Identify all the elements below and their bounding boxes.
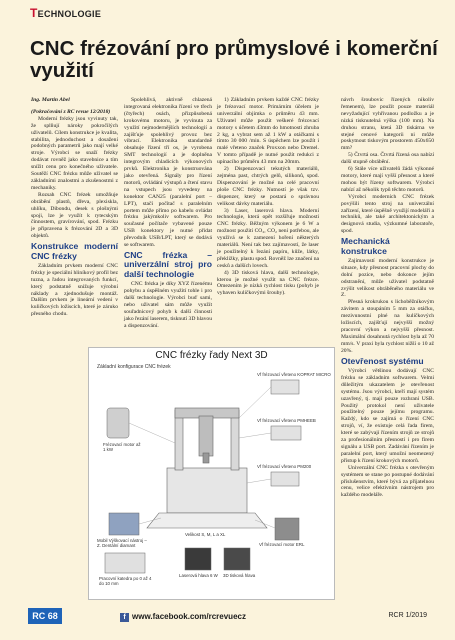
caption-sizes: Velikost S, M, L a XL [185,532,226,537]
cnc-machine-illustration [89,348,334,599]
product-figure [88,347,335,600]
caption-laser-head: Laserová hlava 6 W [179,573,218,578]
section-heading: Otevřenost systému [341,355,424,366]
facebook-link[interactable]: www.facebook.com/rcrevuecz [132,612,246,621]
section-initial: T [30,6,38,20]
paragraph: Zajímavostí moderní konstrukce je situace, kdy přesnost pracovní plochy do dolní pozice, nebo dokonce jejím odstranění, může uživatel podstatně zvýšit velikost obráběného materiálu ve Z. [341,257,434,299]
paragraph: 5) Čtvrtá osa. Čtvrtá řízená osa nabízí další stupně obrábění. [341,152,434,166]
issue-label: RCR 1/2019 [388,612,427,619]
page-number: 68 [47,611,58,621]
paragraph: návrh šroubovic řízených nikoliv řemenem), lze použít pouze materiál nevyžadující vyhřívanou podložku a je nízká tisknutelná výška (100 mm). Na druhou stranu, ktetá 3D tiskárna ve stejné cenové kategorii ni může poskytnout tiskovým prostorem 450x650 mm? [341,97,434,152]
paragraph: Univerzální CNC frézka s otevřeným systémem se stane po postupné dodávání příslušenstvím, které bývá za přijatelnou cenu, velice efektivním nástrojem pro každého modeláře. [341,464,434,499]
column-4 [341,97,434,499]
caption-spindle-pm200: Vf frézovací vřeteno PM200 [257,464,312,469]
caption-spindle-micro: Vf frézovací vřeteno KOPRAT MICRO [257,372,331,377]
caption-work-table: Pracovní katedra po 0 až 4 do 10 mm [99,576,152,586]
continuation-note: (Pokračování z RC revue 12/2018) [31,108,111,115]
figure-title: CNC frézky řady Next 3D [155,350,268,361]
column-3 [217,97,319,297]
paragraph: 1) Základním prvkem každé CNC frézky je frézovací motor. Primárním účelem je univerzální objimka o průměru 43 mm. Uživatel může použít veškeré frézovací motory s účetem 43mm do hmotnosti zhruba 2 kg, a vybrat sem až 1 kW a otáčkami s tímto 30 000 /min. S úspěchem lze použít i malé vřeteno značek Proxxon nebo Dremel. V tomto případě je nutné použít redukci z upínacího průměru 43 mm na 20mm. [217,97,319,166]
article-title: CNC frézování pro průmyslové i komerční využití [30,37,438,82]
paragraph: 2) Dispenzovací tekutých materiálů, zejména past, chtrých gelů, silikonů, spod. Dispenzování je možné na celé pracovní ploše CNC frézky. Nutností je však tzv. dispenzer, který se postará o správnou velikost dávky materiálu. [217,166,319,207]
facebook-icon: f [120,613,129,622]
section-heading: Konstrukce moderní CNC frézky [31,241,118,261]
paragraph: Výrobci většinou dodávají CNC frézku se základním softwarem. Velmi důležitým ukazatelem je otevřenost systému. Jsou výrobci, kteří mají systém uzavřený, tj. mají pouze rozhraní USB. Použitý protokol není uživatele použitelný pouze jejímu programu. Každý, kdo se zajímá o řízení CNC strojů, ví, že existuje celá řada firem, které se zabývají řízením strojů ze strojů za profesionálním přesností i pro firem signálu a USB port. Zadávání řízením je paralelní port, který umožní neomezený přístup k řízení krokových motorů. [341,368,434,464]
caption-dental-tool: Mobil Výškovací nástroj – Z. Dentální diamant [97,538,147,548]
section-heading: CNC frézka – univerzální stroj pro další technologie [124,249,212,279]
caption-3d-head: 3D tisková hlava [223,573,256,578]
caption-motor-erl: Vf frézovací motor ERL [259,542,305,547]
paragraph: Rozsah CNC frézek umožňuje obrábění plastů, dřeva, plexiskla, uhlíku, Dibondu, desek s plošnými spoji, lze je využít k rytecským činnostem, gravírování, spod. Frézku je připravena k frézování 2D a 3D objektů. [31,191,118,240]
paragraph: Výrobci moderních CNC frézek povýšili tento stroj na univerzální zařízení, které úspěšně využijí modeláři a techniků, ale také architektonickým a designová studia, výzkumné laboratoře, spod. [341,193,434,235]
paragraph: 6) Stále více uživatelů žádá výkonné motory, které mají vyšší přesnost a které mohou být řízeny softwarem. Výrobci nabízí až několik typů těchto motorů. [341,166,434,193]
section-heading: Mechanická konstrukce [341,236,390,256]
logo-text: RC [32,611,46,621]
section-rest: ECHNOLOGIE [37,9,102,19]
paragraph: Přesná krokrukou s lichoběžníkovým závitem a stoupáním 5 mm za otáčku, mezivunostní plné na kuličkových ložiscích, zajišťují nejvyšší možný pracovní výkon a nejvyšší přesnost. Maximální dosahnutá rychlost byla až 70 mm/s. V praxi byla rychlost nižší o 10 až 20%. [341,299,434,354]
author-name: Ing. Martin Abel [31,97,70,103]
caption-spindle-pmheeb: Vf frézovací vřeteno PMHEEB [257,418,316,423]
section-label [30,6,101,20]
paragraph: Moderní frézky jsou vyvinuty tak, že splňují nároky pokročilých uživatelů. Cílem konstrukce je kvalita, stabilita, jednoduchost a dosažení podobných parametrů jako mají velké stroje. Výrobci se snaží frézky dodávat rovněž jako stavebnice a tím snížit cenu pro konečného uživatele. Soutěží CNC frézku může uživatel se základními znalostmi a zkušenostmi z mechaniky. [31,115,118,191]
paragraph: Spolehlivá, aktivně chlazená integrovaná elektronika řízení ve třech (čtyřech) osách, přizpůsobená krokovému motoru, je vyvinuta za využití nejmodernějších technologií a zajišťuje spolehlivý provoz bez vibrací. Elektronika standardně obsahuje řízení tří os, je vyrobena SMT technologií a je doplněna integrovým chladicích výkonových prvků. Elektronika je konstruována jako otevřená. Signály pro řízení motorů, ovládání výstupů a čtení stavu na vstupech jsou vyvedeny na konektor CAN25 (paralelní port – LPT), stačí počítač s paralelním portem může přímo po kabelu ovládat frézku jakýmkoliv softwarem. Pro současné počítače vybavené pouze USB konektory je nutné přidat převodník USB/LPT, který se dodává se softwarem. [124,97,212,249]
paragraph: Základním prvkem moderní CNC frézky je speciální hliníkový profil bez tuzna, a řadou integrovaných funkcí, který podstatně snižuje výrobní náklady a zjednodušuje montáž. Dalším prvkem je lineární vedení v kuličkových ložiscích, které je záruko přesného chodu. [31,262,118,318]
paragraph: 3) Laser, laserová hlava. Moderní technologie, která opět rozšiřuje možnosti CNC frézky. Běžným výkonem je 6 W a možnost použití CO₂, CO₂ není potřebou, ale využívá se k zamezení hoření některých materiálů. Není tak bez zajímavostí, že laser je použitelný k řezání papíru, kůže, látky, překližky, plastu spod. Rovněž lze značení na cesků a dalších lovech. [217,207,319,269]
magazine-logo [28,608,62,624]
column-2 [124,97,212,330]
paragraph: CNC frézka je díky XYZ řízenému pohybu a úspěšném využití tohle i pro další technologie. Výrobci buď sami, nebo uživatel sám může využít souřadnicový pohyb k další činnosti jako řezání laserem, tisknutí 3D hlavou a dispenzování. [124,281,212,329]
column-1 [31,97,118,318]
paragraph: 4) 3D tisková hlava, další technologie, kterou je možné využít na CNC frézce. Omezením je nízká rychlost tisku (pohyb je vybaven kuličkovými šrouby). [217,269,319,297]
caption-milling-motor: Frézovací motor až 1 kW [103,442,141,452]
figure-subtitle: Základní konfigurace CNC frézek [97,364,171,370]
